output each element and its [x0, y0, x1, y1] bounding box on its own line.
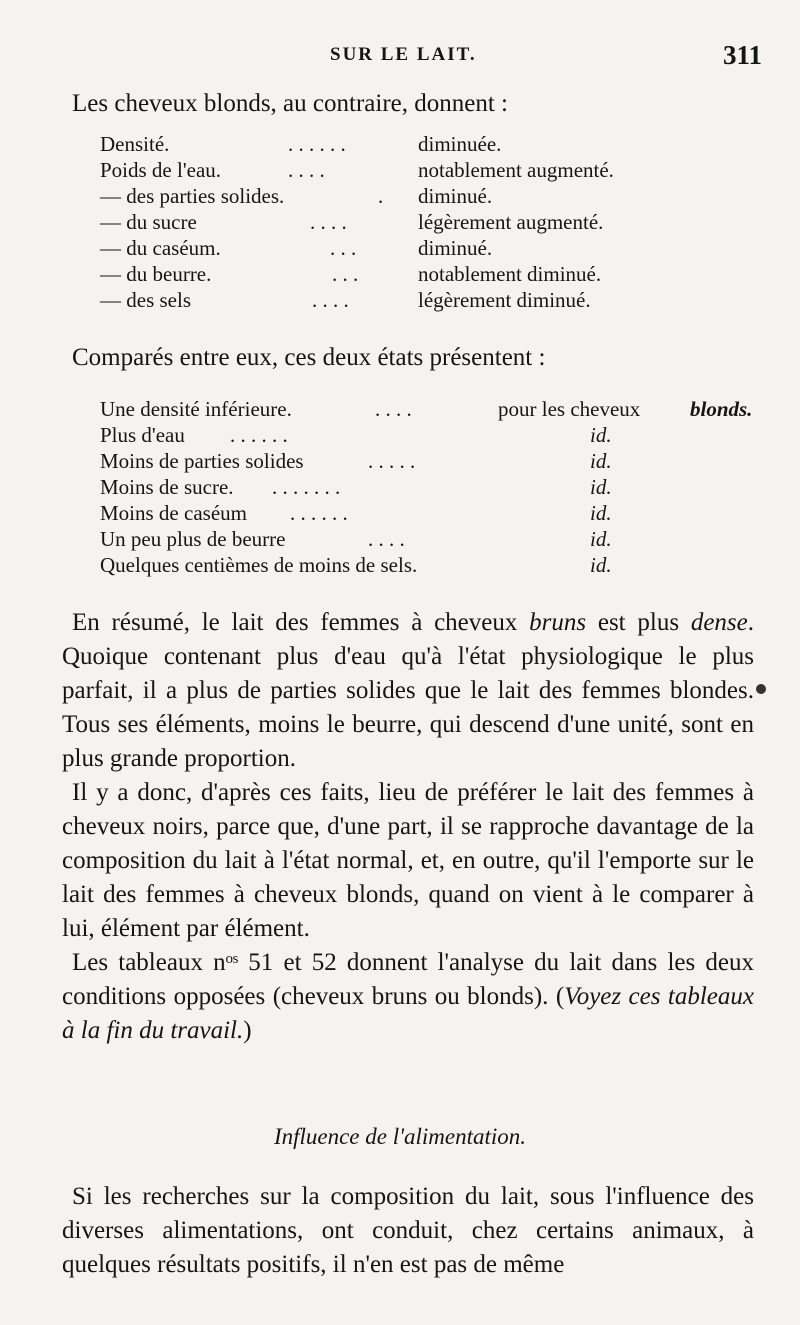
row-value: blonds.: [690, 397, 753, 421]
row-value: id.: [590, 475, 612, 499]
row-subject: Poids de l'eau.: [100, 158, 222, 182]
page-number: 311: [722, 40, 762, 70]
row-subject: Moins de parties solides: [100, 449, 304, 473]
leader-dots: . . . . . .: [230, 423, 288, 447]
row-subject: — des sels: [100, 288, 191, 312]
text-run: En résumé, le lait des femmes à cheveux: [72, 609, 530, 636]
page-header: [0, 40, 800, 74]
row-subject: Densité.: [100, 132, 170, 156]
emphasis: bruns: [529, 609, 587, 636]
leader-dots: . . . . . .: [290, 501, 348, 525]
row-subject: — du sucre: [100, 210, 197, 234]
body-section-alimentation: [62, 1180, 754, 1282]
paragraph: Il y a donc, d'après ces faits, lieu de préférer le lait des femmes à cheveux noirs, parce que, d'une part, il se rapproche davantage de la composition du lait à l'état normal, et, en outre, qu'il l'emporte sur le lait des femmes à cheveux blonds, quand on vient à le comparer à lui, élément par élément.: [62, 779, 754, 942]
row-value: diminué.: [418, 184, 493, 208]
row-prefix: pour les cheveux: [498, 397, 641, 421]
row-value: id.: [590, 501, 612, 525]
row-subject: — du caséum.: [100, 236, 221, 260]
row-value: id.: [590, 449, 612, 473]
paragraph: Si les recherches sur la composition du lait, sous l'influence des diverses alimentations, ont conduit, chez certains animaux, à quelques résultats positifs, il n'en est pas de même: [62, 1183, 754, 1278]
emphasis: dense: [690, 609, 748, 636]
leader-dots: .: [378, 184, 384, 208]
leader-dots: . . . . . .: [288, 132, 346, 156]
row-value: notablement augmenté.: [418, 158, 614, 182]
text-run: Les tableaux nᵒˢ 51 et 52 donnent l'analyse du lait dans les deux conditions opposées (cheveux bruns ou blonds). (: [62, 949, 754, 1010]
row-subject: Un peu plus de beurre: [100, 527, 286, 551]
row-value: id.: [590, 553, 612, 577]
compare-intro: Comparés entre eux, ces deux états présentent :: [72, 344, 546, 371]
emphasis: Voyez ces tableaux à la fin du travail.: [62, 983, 754, 1044]
leader-dots: . . . .: [312, 288, 349, 312]
row-subject: Plus d'eau: [100, 423, 185, 447]
section-heading: Influence de l'alimentation.: [273, 1124, 527, 1149]
running-head: SUR LE LAIT.: [330, 44, 477, 65]
row-value: diminué.: [418, 236, 493, 260]
row-subject: Moins de sucre.: [100, 475, 234, 499]
row-subject: — du beurre.: [100, 262, 212, 286]
paragraph: [62, 946, 754, 1048]
row-value: diminuée.: [418, 132, 502, 156]
body-section-summary: [62, 606, 754, 1048]
margin-ink-dot: [756, 684, 766, 694]
text-run: . Quoique contenant plus d'eau qu'à l'état physiologique le plus parfait, il a plus de parties solides que le lait des femmes blondes. Tous ses éléments, moins le beurre, qui descend d'une unité, sont en plus grande proportion.: [62, 609, 754, 772]
blonds-intro: Les cheveux blonds, au contraire, donnent :: [72, 90, 508, 117]
row-value: légèrement diminué.: [418, 288, 591, 312]
row-value: id.: [590, 527, 612, 551]
row-value: id.: [590, 423, 612, 447]
paragraph: [62, 606, 754, 776]
leader-dots: . . . .: [288, 158, 325, 182]
row-subject: Quelques centièmes de moins de sels.: [100, 553, 418, 577]
row-value: légèrement augmenté.: [418, 210, 604, 234]
row-subject: — des parties solides.: [100, 184, 285, 208]
leader-dots: . . .: [330, 236, 357, 260]
text-run: est plus: [586, 609, 691, 636]
leader-dots: . . .: [332, 262, 359, 286]
leader-dots: . . . . .: [368, 449, 416, 473]
leader-dots: . . . . . . .: [272, 475, 341, 499]
leader-dots: . . . .: [310, 210, 347, 234]
row-subject: Moins de caséum: [100, 501, 247, 525]
row-subject: Une densité inférieure.: [100, 397, 292, 421]
text-run: ): [243, 1017, 252, 1044]
leader-dots: . . . .: [375, 397, 412, 421]
row-value: notablement diminué.: [418, 262, 602, 286]
leader-dots: . . . .: [368, 527, 405, 551]
